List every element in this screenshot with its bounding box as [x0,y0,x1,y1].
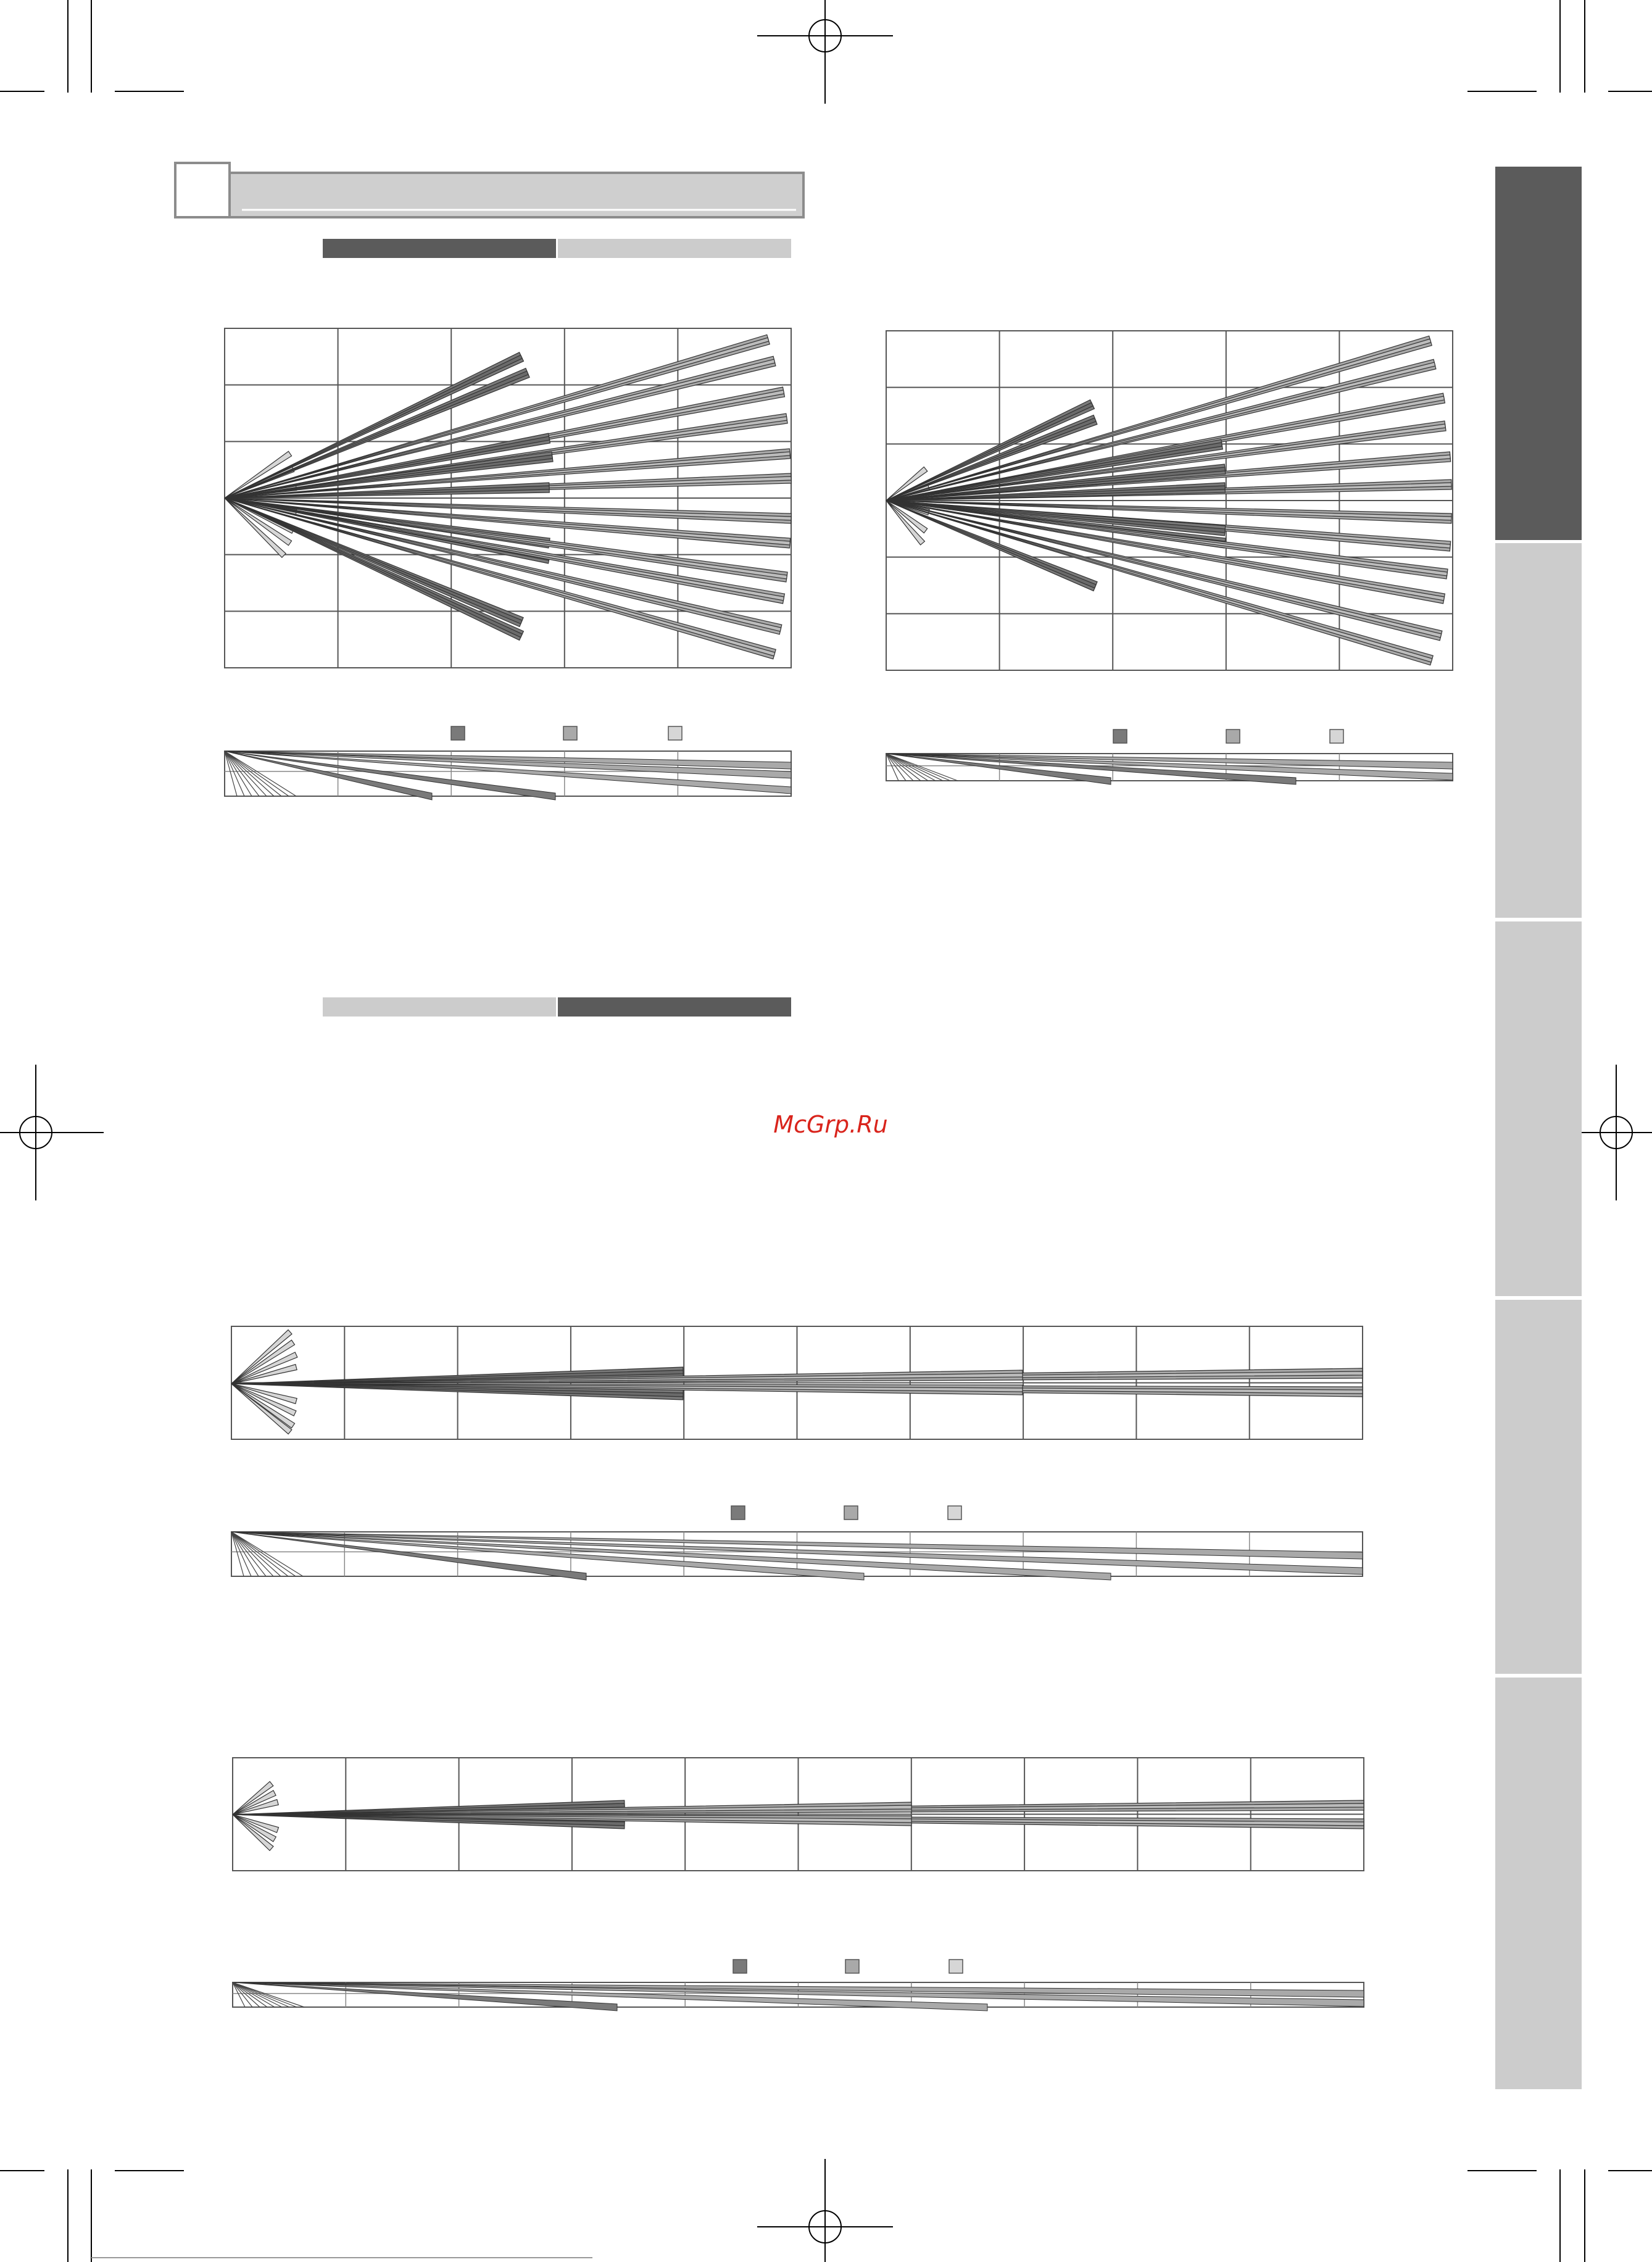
legend-swatch [844,1506,858,1520]
tab-bar-lower [323,997,791,1017]
legend-swatch [1226,730,1240,743]
strip-lower-2 [233,1982,1364,2011]
crop-mark-bottom-right [1585,2169,1652,2262]
legend-swatch [845,1960,859,1973]
legend-swatch [1330,730,1343,743]
crop-mark-bottom-right-inner [1467,2169,1560,2262]
index-tab-1 [1495,167,1582,540]
strip-lower-1 [231,1532,1363,1580]
legend-lower-1 [731,1506,961,1520]
legend-swatch [733,1960,747,1973]
index-tab-6 [1495,1678,1582,2089]
legend-lower-2 [733,1960,963,1973]
crop-mark-top-right-inner [1467,0,1560,93]
legend-swatch [668,726,682,740]
crop-mark-bottom-left-inner [91,2169,184,2262]
section-header [175,163,803,217]
registration-mark-left [0,1065,104,1200]
legend-top-right [1113,730,1343,743]
section-number-box [175,163,230,217]
legend-swatch [731,1506,745,1520]
tab-right [558,997,791,1017]
crop-mark-top-right [1585,0,1652,93]
legend-top-left [451,726,682,740]
legend-swatch [451,726,465,740]
tab-left [323,997,556,1017]
index-tab-3 [1495,921,1582,1296]
tab-right [558,239,791,258]
legend-swatch [948,1506,961,1520]
crop-mark-top-left [0,0,68,93]
strip-top-left [225,751,791,800]
crop-mark-bottom-left [0,2169,68,2262]
crop-mark-top-left-inner [91,0,184,93]
index-tab-4 [1495,1300,1582,1674]
strip-top-right [886,754,1453,784]
legend-swatch [563,726,577,740]
legend-swatch [1113,730,1127,743]
tab-left [323,239,556,258]
watermark-text: McGrp.Ru [773,1111,888,1138]
registration-mark-bottom [757,2159,893,2262]
legend-swatch [949,1960,963,1973]
tab-bar-upper [323,239,791,258]
index-tab-2 [1495,543,1582,918]
registration-mark-top [757,0,893,104]
